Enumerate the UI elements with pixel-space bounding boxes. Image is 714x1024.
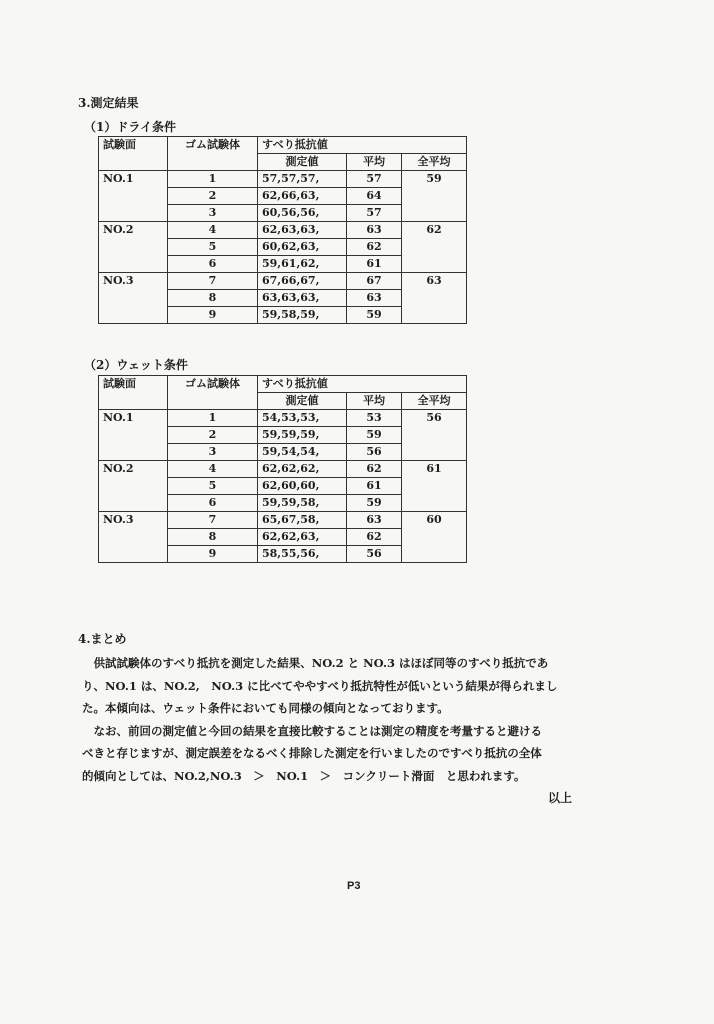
surface-cell: NO.2: [99, 461, 168, 512]
total-average-cell: 60: [402, 512, 467, 563]
total-average-cell: 62: [402, 222, 467, 273]
total-average-cell: 61: [402, 461, 467, 512]
table-row: [99, 410, 467, 427]
table-row: [99, 512, 467, 529]
measured-values-cell: 67,66,67,: [258, 273, 347, 290]
summary-text: [82, 652, 642, 787]
average-cell: 59: [347, 307, 402, 324]
closing-mark: 以上: [548, 791, 573, 805]
total-average-cell: 63: [402, 273, 467, 324]
measured-values-cell: 62,66,63,: [258, 188, 347, 205]
average-cell: 57: [347, 205, 402, 222]
specimen-no-cell: 6: [168, 256, 258, 273]
section-4-title: 4.まとめ: [78, 632, 127, 646]
measured-values-cell: 62,62,62,: [258, 461, 347, 478]
average-cell: 56: [347, 444, 402, 461]
measured-values-cell: 57,57,57,: [258, 171, 347, 188]
specimen-no-cell: 8: [168, 290, 258, 307]
total-average-cell: 59: [402, 171, 467, 222]
table-row: [99, 222, 467, 239]
header-average: 平均: [347, 393, 402, 410]
average-cell: 64: [347, 188, 402, 205]
specimen-no-cell: 5: [168, 478, 258, 495]
average-cell: 62: [347, 239, 402, 256]
surface-cell: NO.2: [99, 222, 168, 273]
measured-values-cell: 62,63,63,: [258, 222, 347, 239]
measured-values-cell: 59,54,54,: [258, 444, 347, 461]
average-cell: 63: [347, 512, 402, 529]
dry-condition-title: （1）ドライ条件: [84, 120, 176, 134]
summary-line: 的傾向としては、NO.2,NO.3 ＞ NO.1 ＞ コンクリート滑面 と思われます。: [82, 768, 526, 783]
dry-results-table: [98, 136, 467, 324]
average-cell: 62: [347, 529, 402, 546]
table-row: [99, 461, 467, 478]
wet-results-table: [98, 375, 467, 563]
summary-line: 供試試験体のすべり抵抗を測定した結果、NO.2 と NO.3 はほぼ同等のすべり抵抗であ: [82, 656, 549, 670]
specimen-no-cell: 3: [168, 444, 258, 461]
surface-cell: NO.1: [99, 171, 168, 222]
average-cell: 56: [347, 546, 402, 563]
average-cell: 59: [347, 427, 402, 444]
header-rubber: ゴム試験体: [168, 137, 258, 171]
specimen-no-cell: 6: [168, 495, 258, 512]
header-surface: 試験面: [99, 137, 168, 171]
header-slip-resistance: すべり抵抗値: [258, 376, 467, 393]
average-cell: 63: [347, 222, 402, 239]
specimen-no-cell: 9: [168, 307, 258, 324]
specimen-no-cell: 4: [168, 461, 258, 478]
summary-line: なお、前回の測定値と今回の結果を直接比較することは測定の精度を考量すると避ける: [82, 723, 542, 738]
measured-values-cell: 62,60,60,: [258, 478, 347, 495]
measured-values-cell: 59,59,59,: [258, 427, 347, 444]
measured-values-cell: 58,55,56,: [258, 546, 347, 563]
specimen-no-cell: 4: [168, 222, 258, 239]
surface-cell: NO.3: [99, 273, 168, 324]
header-row: [99, 376, 467, 393]
specimen-no-cell: 5: [168, 239, 258, 256]
summary-line: り、NO.1 は、NO.2, NO.3 に比べてややすべり抵抗特性が低いという結果が得られまし: [82, 678, 558, 693]
average-cell: 53: [347, 410, 402, 427]
specimen-no-cell: 7: [168, 273, 258, 290]
table-row: [99, 171, 467, 188]
measured-values-cell: 54,53,53,: [258, 410, 347, 427]
header-average: 平均: [347, 154, 402, 171]
header-surface: 試験面: [99, 376, 168, 410]
summary-line: た。本傾向は、ウェット条件においても同様の傾向となっております。: [82, 701, 449, 715]
header-measured: 測定値: [258, 154, 347, 171]
average-cell: 62: [347, 461, 402, 478]
header-rubber: ゴム試験体: [168, 376, 258, 410]
average-cell: 59: [347, 495, 402, 512]
header-total-average: 全平均: [402, 393, 467, 410]
table-row: [99, 273, 467, 290]
specimen-no-cell: 8: [168, 529, 258, 546]
header-slip-resistance: すべり抵抗値: [258, 137, 467, 154]
wet-condition-title: （2）ウェット条件: [84, 358, 188, 372]
measured-values-cell: 59,58,59,: [258, 307, 347, 324]
measured-values-cell: 59,61,62,: [258, 256, 347, 273]
average-cell: 61: [347, 256, 402, 273]
measured-values-cell: 63,63,63,: [258, 290, 347, 307]
specimen-no-cell: 1: [168, 171, 258, 188]
average-cell: 61: [347, 478, 402, 495]
average-cell: 57: [347, 171, 402, 188]
measured-values-cell: 65,67,58,: [258, 512, 347, 529]
measured-values-cell: 62,62,63,: [258, 529, 347, 546]
measured-values-cell: 60,56,56,: [258, 205, 347, 222]
header-row: [99, 137, 467, 154]
average-cell: 67: [347, 273, 402, 290]
measured-values-cell: 59,59,58,: [258, 495, 347, 512]
specimen-no-cell: 2: [168, 427, 258, 444]
surface-cell: NO.1: [99, 410, 168, 461]
page-number: P3: [347, 880, 361, 892]
measured-values-cell: 60,62,63,: [258, 239, 347, 256]
specimen-no-cell: 7: [168, 512, 258, 529]
surface-cell: NO.3: [99, 512, 168, 563]
specimen-no-cell: 1: [168, 410, 258, 427]
specimen-no-cell: 3: [168, 205, 258, 222]
header-measured: 測定値: [258, 393, 347, 410]
total-average-cell: 56: [402, 410, 467, 461]
section-3-title: 3.測定結果: [78, 96, 139, 110]
specimen-no-cell: 2: [168, 188, 258, 205]
specimen-no-cell: 9: [168, 546, 258, 563]
header-total-average: 全平均: [402, 154, 467, 171]
average-cell: 63: [347, 290, 402, 307]
summary-line: べきと存じますが、測定誤差をなるべく排除した測定を行いましたのですべり抵抗の全体: [82, 746, 542, 760]
